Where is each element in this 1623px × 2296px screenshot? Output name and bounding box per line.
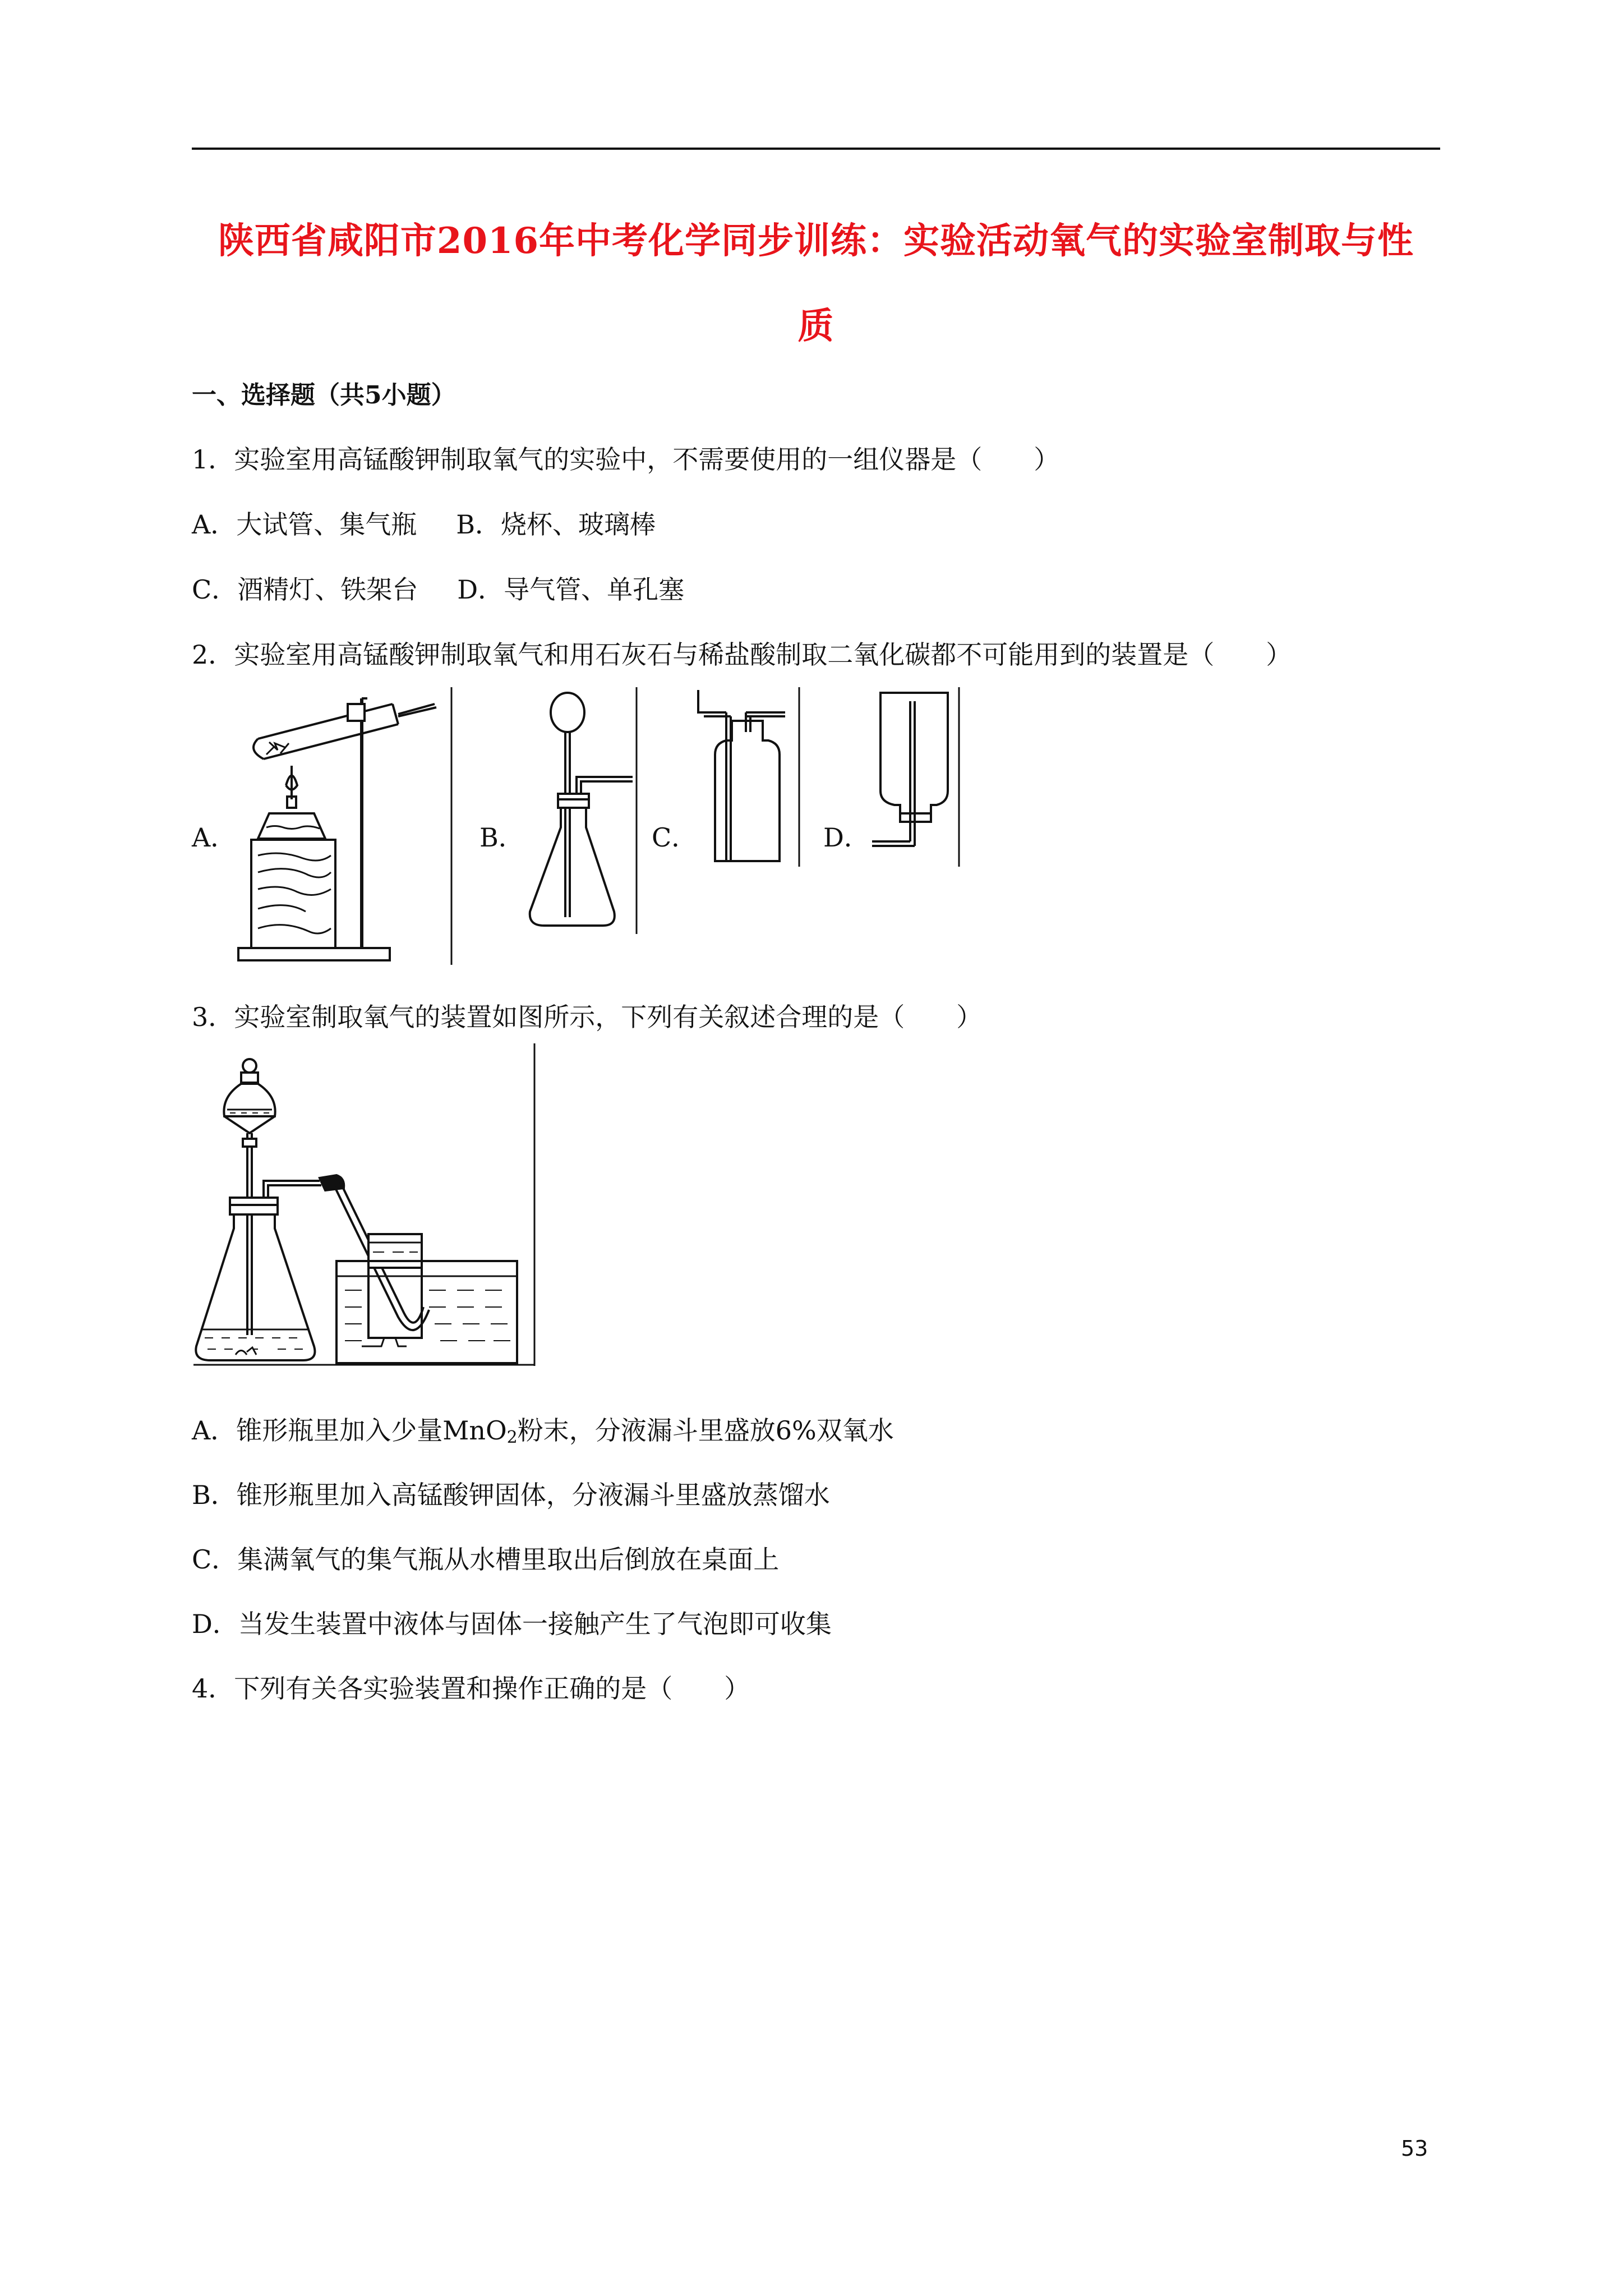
q2-stem: 2．实验室用高锰酸钾制取氧气和用石灰石与稀盐酸制取二氧化碳都不可能用到的装置是（ ） [192, 639, 1292, 670]
q2-figure-b-flask-with-funnel [522, 687, 639, 934]
q1-options-row1 [192, 509, 656, 540]
q2-figure-c-gas-bottle [693, 687, 802, 867]
q1-stem: 1．实验室用高锰酸钾制取氧气的实验中，不需要使用的一组仪器是（ ） [192, 444, 1060, 475]
q2-label-c: C． [652, 822, 698, 853]
page-number: 53 [1401, 2136, 1428, 2161]
q1-option-a: A．大试管、集气瓶 [192, 509, 417, 540]
q2-label-a: A． [192, 822, 237, 853]
q1-option-c: C．酒精灯、铁架台 [192, 574, 418, 605]
q1-option-d: D．导气管、单孔塞 [457, 574, 685, 605]
header-rule [192, 148, 1440, 150]
q2-label-b: B． [479, 822, 524, 853]
q1-options-row2 [192, 574, 685, 605]
q3-option-d: D．当发生装置中液体与固体一接触产生了气泡即可收集 [192, 1609, 832, 1639]
section-heading: 一、选择题（共5小题） [192, 381, 456, 409]
q3-stem: 3．实验室制取氧气的装置如图所示，下列有关叙述合理的是（ ） [192, 1002, 983, 1032]
q3-option-a-text: A．锥形瓶里加入少量MnO [192, 1415, 507, 1446]
document-title-line1: 陕西省咸阳市2016年中考化学同步训练：实验活动氧气的实验室制取与性 [218, 220, 1414, 262]
q3-option-b: B．锥形瓶里加入高锰酸钾固体，分液漏斗里盛放蒸馏水 [192, 1480, 830, 1510]
q3-option-a-subscript: 2 [506, 1428, 518, 1447]
q3-option-c: C．集满氧气的集气瓶从水槽里取出后倒放在桌面上 [192, 1544, 780, 1575]
q2-figure-d-inverted-bottle [866, 687, 962, 867]
q2-label-d: D． [823, 822, 870, 853]
q1-option-b: B．烧杯、玻璃棒 [456, 509, 656, 540]
q2-figure-a-heating-apparatus [236, 687, 454, 965]
document-title-line2: 质 [797, 305, 834, 347]
q3-figure-oxygen-generation-and-collection [193, 1043, 538, 1369]
q3-option-a [192, 1415, 894, 1447]
q3-option-a-text-rest: 粉末，分液漏斗里盛放6%双氧水 [517, 1415, 894, 1446]
q4-stem: 4．下列有关各实验装置和操作正确的是（ ） [192, 1673, 750, 1704]
